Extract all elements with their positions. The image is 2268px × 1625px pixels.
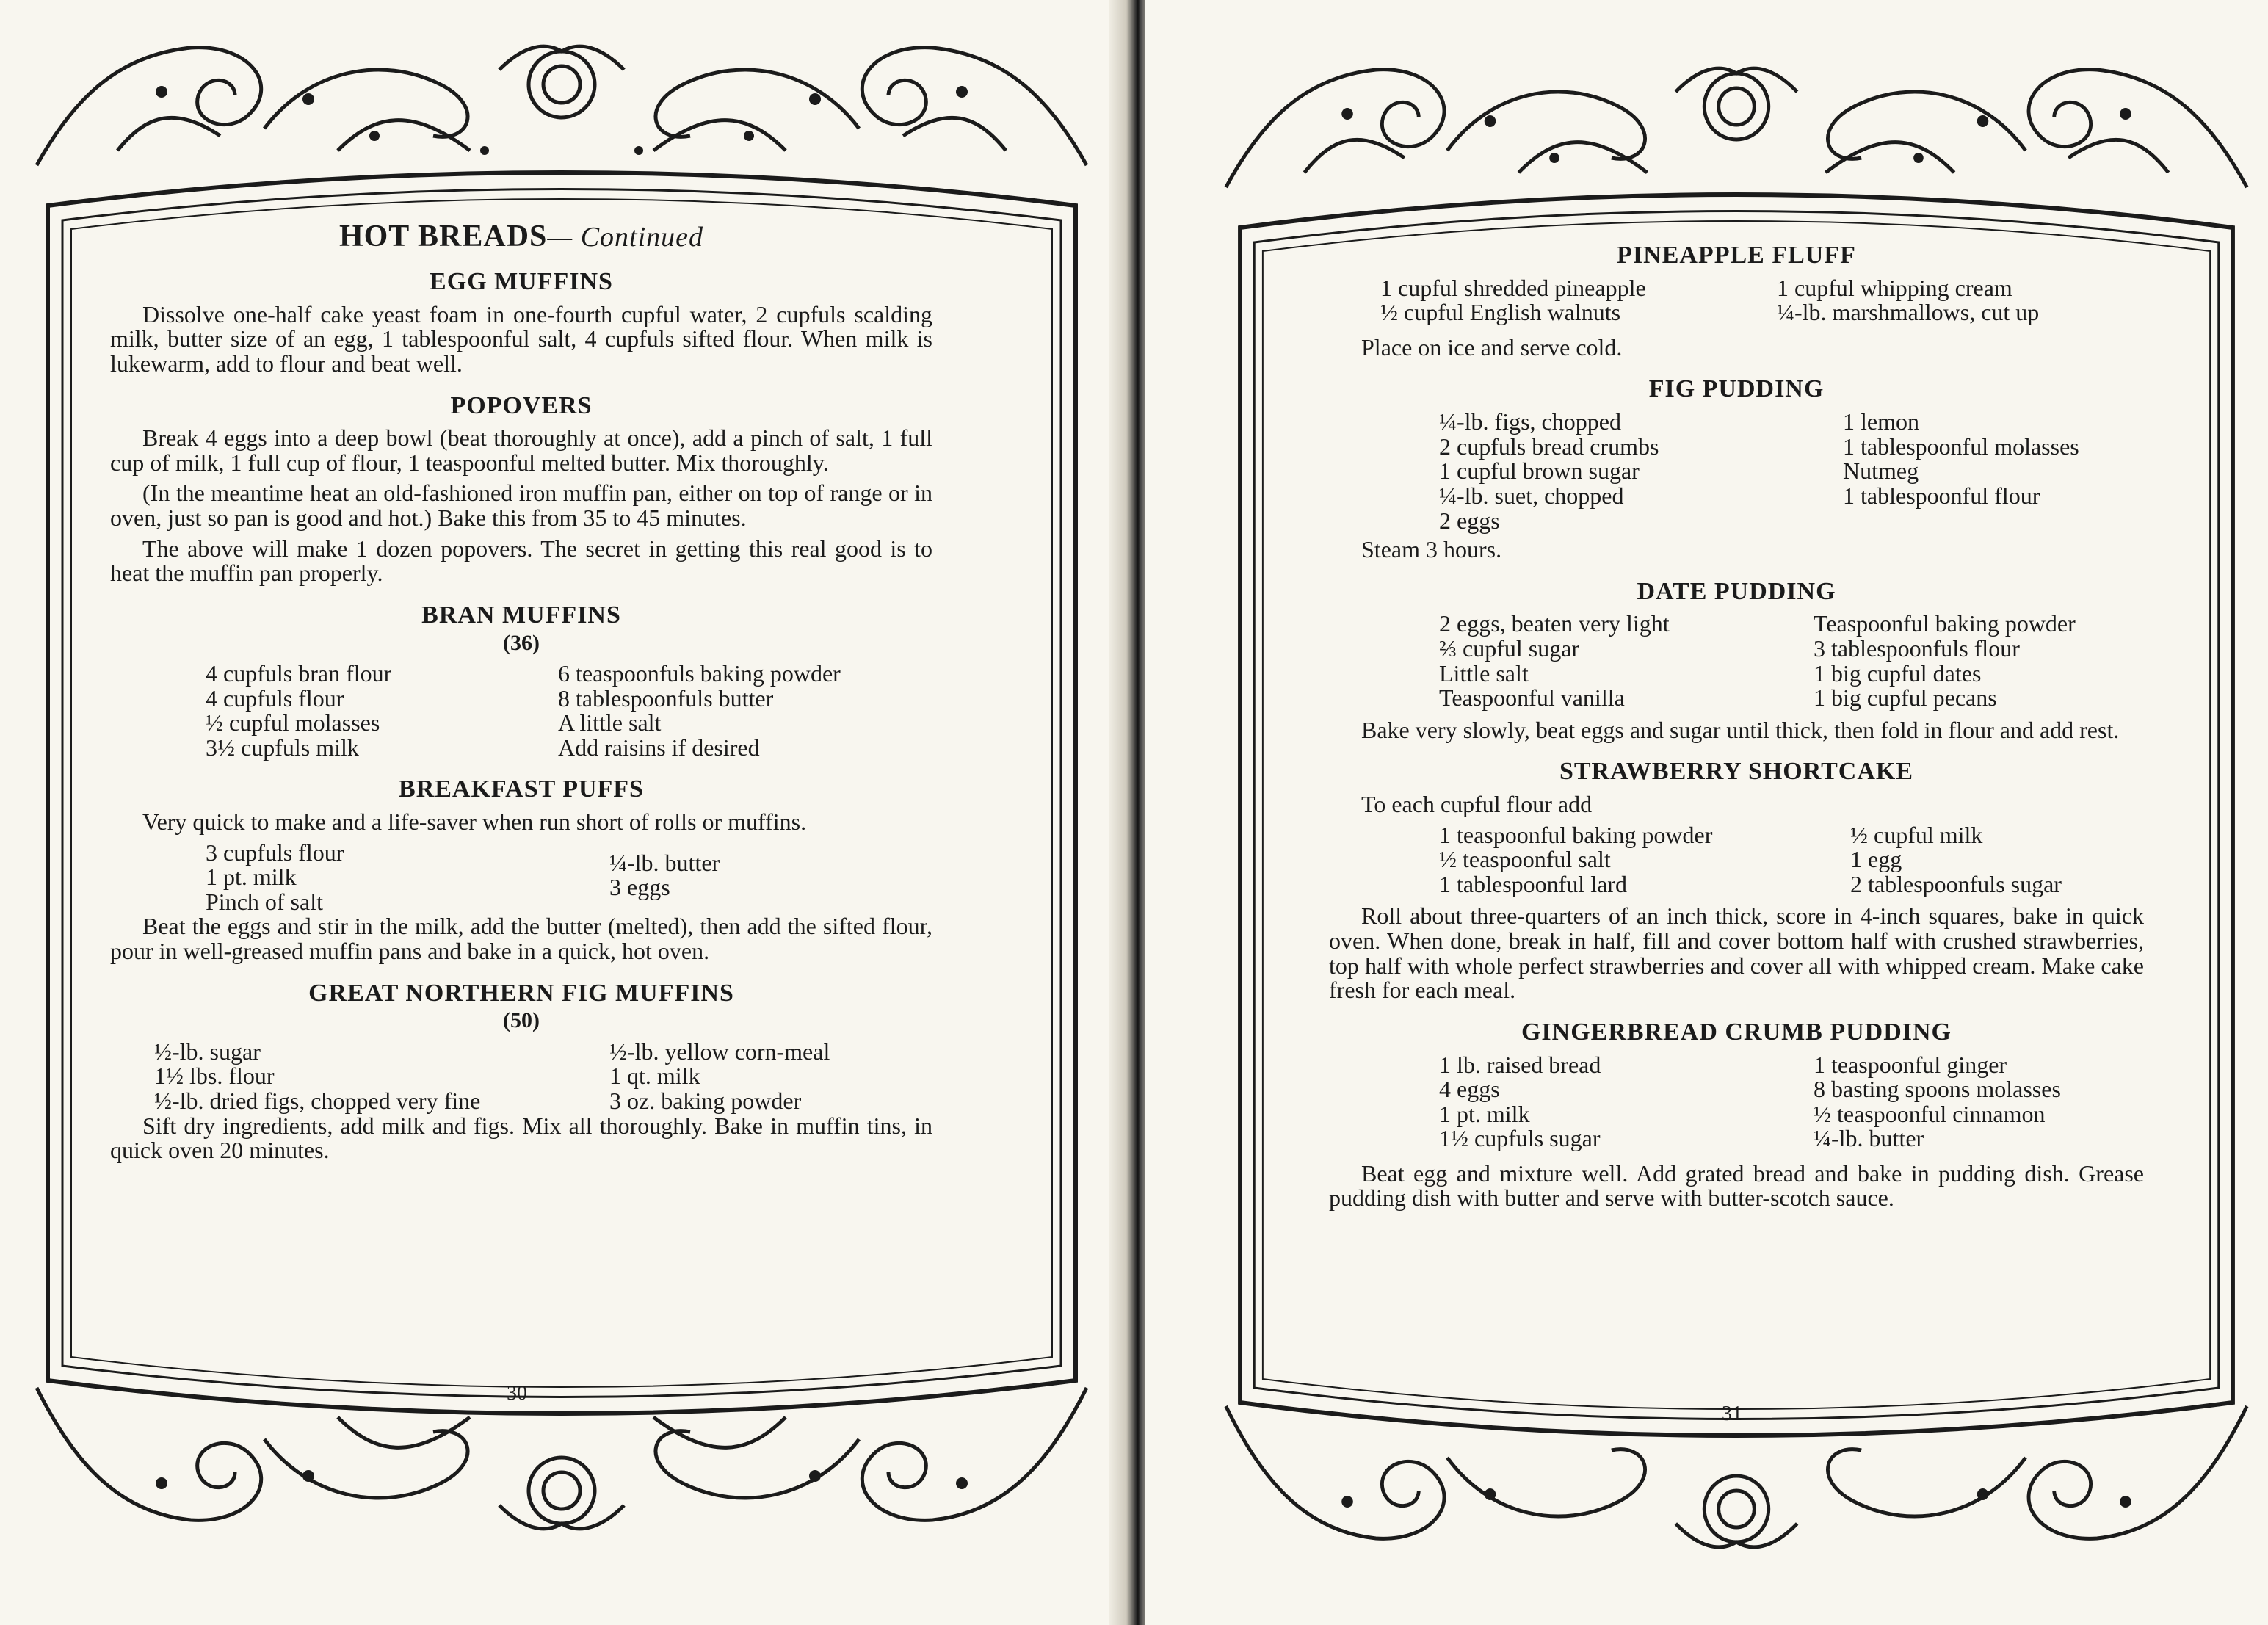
recipe-text: Steam 3 hours. xyxy=(1361,536,1502,563)
ingredient: ½ cupful milk xyxy=(1850,821,1983,848)
ingredient: 2 eggs xyxy=(1439,507,1500,534)
ingredient: ½ cupful English walnuts xyxy=(1380,299,1621,326)
recipe-intro: To each cupful flour add xyxy=(1361,791,1593,818)
ingredient: Pinch of salt xyxy=(206,888,323,915)
ingredient: ¼-lb. butter xyxy=(1814,1125,1924,1152)
recipe-text: The above will make 1 dozen popovers. The secret in getting this real good is to heat the muffin pan properly. xyxy=(110,535,932,587)
ingredient: 1 cupful shredded pineapple xyxy=(1380,274,1646,301)
ingredient: 1 big cupful dates xyxy=(1814,659,1982,687)
recipe-text: Place on ice and serve cold. xyxy=(1361,333,1623,361)
ingredient: 2 tablespoonfuls sugar xyxy=(1850,870,2062,897)
ingredient: 3 tablespoonfuls flour xyxy=(1814,635,2020,662)
ingredient: Little salt xyxy=(1439,659,1529,687)
ingredient: ¼-lb. marshmallows, cut up xyxy=(1777,299,2040,326)
ingredient-columns xyxy=(1329,410,2144,533)
ingredient: 1 pt. milk xyxy=(206,864,297,891)
recipe-yield: (36) xyxy=(503,630,540,655)
recipe-text: Bake very slowly, beat eggs and sugar until thick, then fold in flour and add rest. xyxy=(1361,716,2120,743)
recipe-text: Beat the eggs and stir in the milk, add the butter (melted), then add the sifted flour, pour in well-greased muffin pans and bake in a quick, hot oven. xyxy=(110,913,932,965)
ingredient-columns xyxy=(1329,823,2144,897)
recipe-title: PINEAPPLE FLUFF xyxy=(1617,242,1856,269)
ingredient: ½-lb. yellow corn-meal xyxy=(609,1038,830,1065)
recipe-yield: (50) xyxy=(503,1008,540,1033)
ingredient: 1 egg xyxy=(1850,846,1902,873)
ingredient: 3 eggs xyxy=(609,874,670,901)
ingredient: ¼-lb. butter xyxy=(609,849,720,876)
ingredient: 1 qt. milk xyxy=(609,1063,700,1090)
ingredient: 8 tablespoonfuls butter xyxy=(558,684,774,712)
ingredient-columns xyxy=(1329,1053,2144,1151)
recipe-text: Roll about three-quarters of an inch thick, score in 4-inch squares, bake in quick oven. When done, break in half, fill and cover bottom half with crushed strawberries, top half with whole perfect strawberries and cover all with whipped cream. Make cake fresh for each meal. xyxy=(1329,902,2144,1004)
ingredient: 1½ lbs. flour xyxy=(154,1063,275,1090)
ingredient: ½ teaspoonful salt xyxy=(1439,846,1611,873)
ingredient-columns xyxy=(1329,612,2144,710)
recipe-title: BREAKFAST PUFFS xyxy=(399,775,644,803)
ingredient: A little salt xyxy=(558,709,662,737)
ingredient: 6 teaspoonfuls baking powder xyxy=(558,660,841,687)
ingredient: 1 tablespoonful lard xyxy=(1439,870,1627,897)
recipe-title: STRAWBERRY SHORTCAKE xyxy=(1559,758,1914,786)
recipe-title: GINGERBREAD CRUMB PUDDING xyxy=(1521,1018,1952,1046)
ingredient-columns xyxy=(1329,276,2144,325)
recipe-title: FIG PUDDING xyxy=(1648,375,1825,403)
ingredient: 1 lb. raised bread xyxy=(1439,1051,1601,1078)
recipe-title: EGG MUFFINS xyxy=(430,268,613,296)
left-page-content xyxy=(110,220,932,1169)
ingredient: 2 eggs, beaten very light xyxy=(1439,610,1670,637)
section-heading: HOT BREADS— Continued xyxy=(338,220,704,253)
ingredient: 1 teaspoonful ginger xyxy=(1814,1051,2007,1078)
right-page-content xyxy=(1329,242,2144,1217)
ingredient: 1 pt. milk xyxy=(1439,1100,1530,1127)
ingredient: 3 oz. baking powder xyxy=(609,1087,802,1114)
ingredient: 1 big cupful pecans xyxy=(1814,684,1997,712)
ingredient: 1 teaspoonful baking powder xyxy=(1439,821,1713,848)
ingredient: ¼-lb. figs, chopped xyxy=(1439,408,1621,435)
recipe-intro: Very quick to make and a life-saver when run short of rolls or muffins. xyxy=(142,808,807,836)
ingredient: 2 cupfuls bread crumbs xyxy=(1439,433,1659,460)
ingredient: 3 cupfuls flour xyxy=(206,839,344,866)
recipe-text: Sift dry ingredients, add milk and figs. Mix all thoroughly. Bake in muffin tins, in quick oven 20 minutes. xyxy=(110,1112,932,1164)
ingredient-columns xyxy=(110,1040,932,1114)
ingredient: 4 cupfuls flour xyxy=(206,684,344,712)
ingredient: ½-lb. dried figs, chopped very fine xyxy=(154,1087,481,1114)
ingredient: 4 eggs xyxy=(1439,1076,1500,1103)
ingredient: 1 tablespoonful flour xyxy=(1843,482,2040,509)
ingredient: ½-lb. sugar xyxy=(154,1038,261,1065)
ingredient: ¼-lb. suet, chopped xyxy=(1439,482,1624,509)
recipe-text: Break 4 eggs into a deep bowl (beat thoroughly at once), add a pinch of salt, 1 full cup of milk, 1 full cup of flour, 1 teaspoonful melted butter. Mix thoroughly. xyxy=(110,424,932,476)
ingredient: ⅔ cupful sugar xyxy=(1439,635,1580,662)
right-page xyxy=(1145,0,2268,1625)
ingredient: Add raisins if desired xyxy=(558,734,760,761)
ingredient: 3½ cupfuls milk xyxy=(206,734,359,761)
ingredient: Teaspoonful baking powder xyxy=(1814,610,2076,637)
page-number: 30 xyxy=(507,1382,527,1405)
ingredient: 8 basting spoons molasses xyxy=(1814,1076,2061,1103)
recipe-title: GREAT NORTHERN FIG MUFFINS xyxy=(308,979,734,1007)
ingredient: 1 cupful brown sugar xyxy=(1439,457,1640,485)
ingredient: 1 lemon xyxy=(1843,408,1919,435)
ingredient: 4 cupfuls bran flour xyxy=(206,660,392,687)
ingredient: ½ teaspoonful cinnamon xyxy=(1814,1100,2046,1127)
recipe-title: DATE PUDDING xyxy=(1637,577,1836,605)
recipe-text: Dissolve one-half cake yeast foam in one-fourth cupful water, 2 cupfuls scalding milk, butter size of an egg, 1 tablespoonful salt, 4 cupfuls sifted flour. When milk is lukewarm, add to flour and beat well. xyxy=(110,300,932,377)
recipe-title: BRAN MUFFINS xyxy=(421,601,621,629)
ingredient: 1 tablespoonful molasses xyxy=(1843,433,2079,460)
recipe-text: (In the meantime heat an old-fashioned iron muffin pan, either on top of range or in oven, just so pan is good and hot.) Bake this from 35 to 45 minutes. xyxy=(110,479,932,532)
page-number: 31 xyxy=(1722,1403,1742,1425)
ingredient: 1½ cupfuls sugar xyxy=(1439,1125,1601,1152)
ingredient: Nutmeg xyxy=(1843,457,1919,485)
ingredient: Teaspoonful vanilla xyxy=(1439,684,1625,712)
recipe-title: POPOVERS xyxy=(450,391,593,419)
left-page xyxy=(0,0,1127,1625)
ingredient-columns xyxy=(110,841,932,915)
ingredient-columns xyxy=(110,662,932,760)
ingredient: ½ cupful molasses xyxy=(206,709,380,737)
recipe-text: Beat egg and mixture well. Add grated bread and bake in pudding dish. Grease pudding dish with butter and serve with butter-scotch sauce. xyxy=(1329,1159,2144,1212)
ingredient: 1 cupful whipping cream xyxy=(1777,274,2012,301)
